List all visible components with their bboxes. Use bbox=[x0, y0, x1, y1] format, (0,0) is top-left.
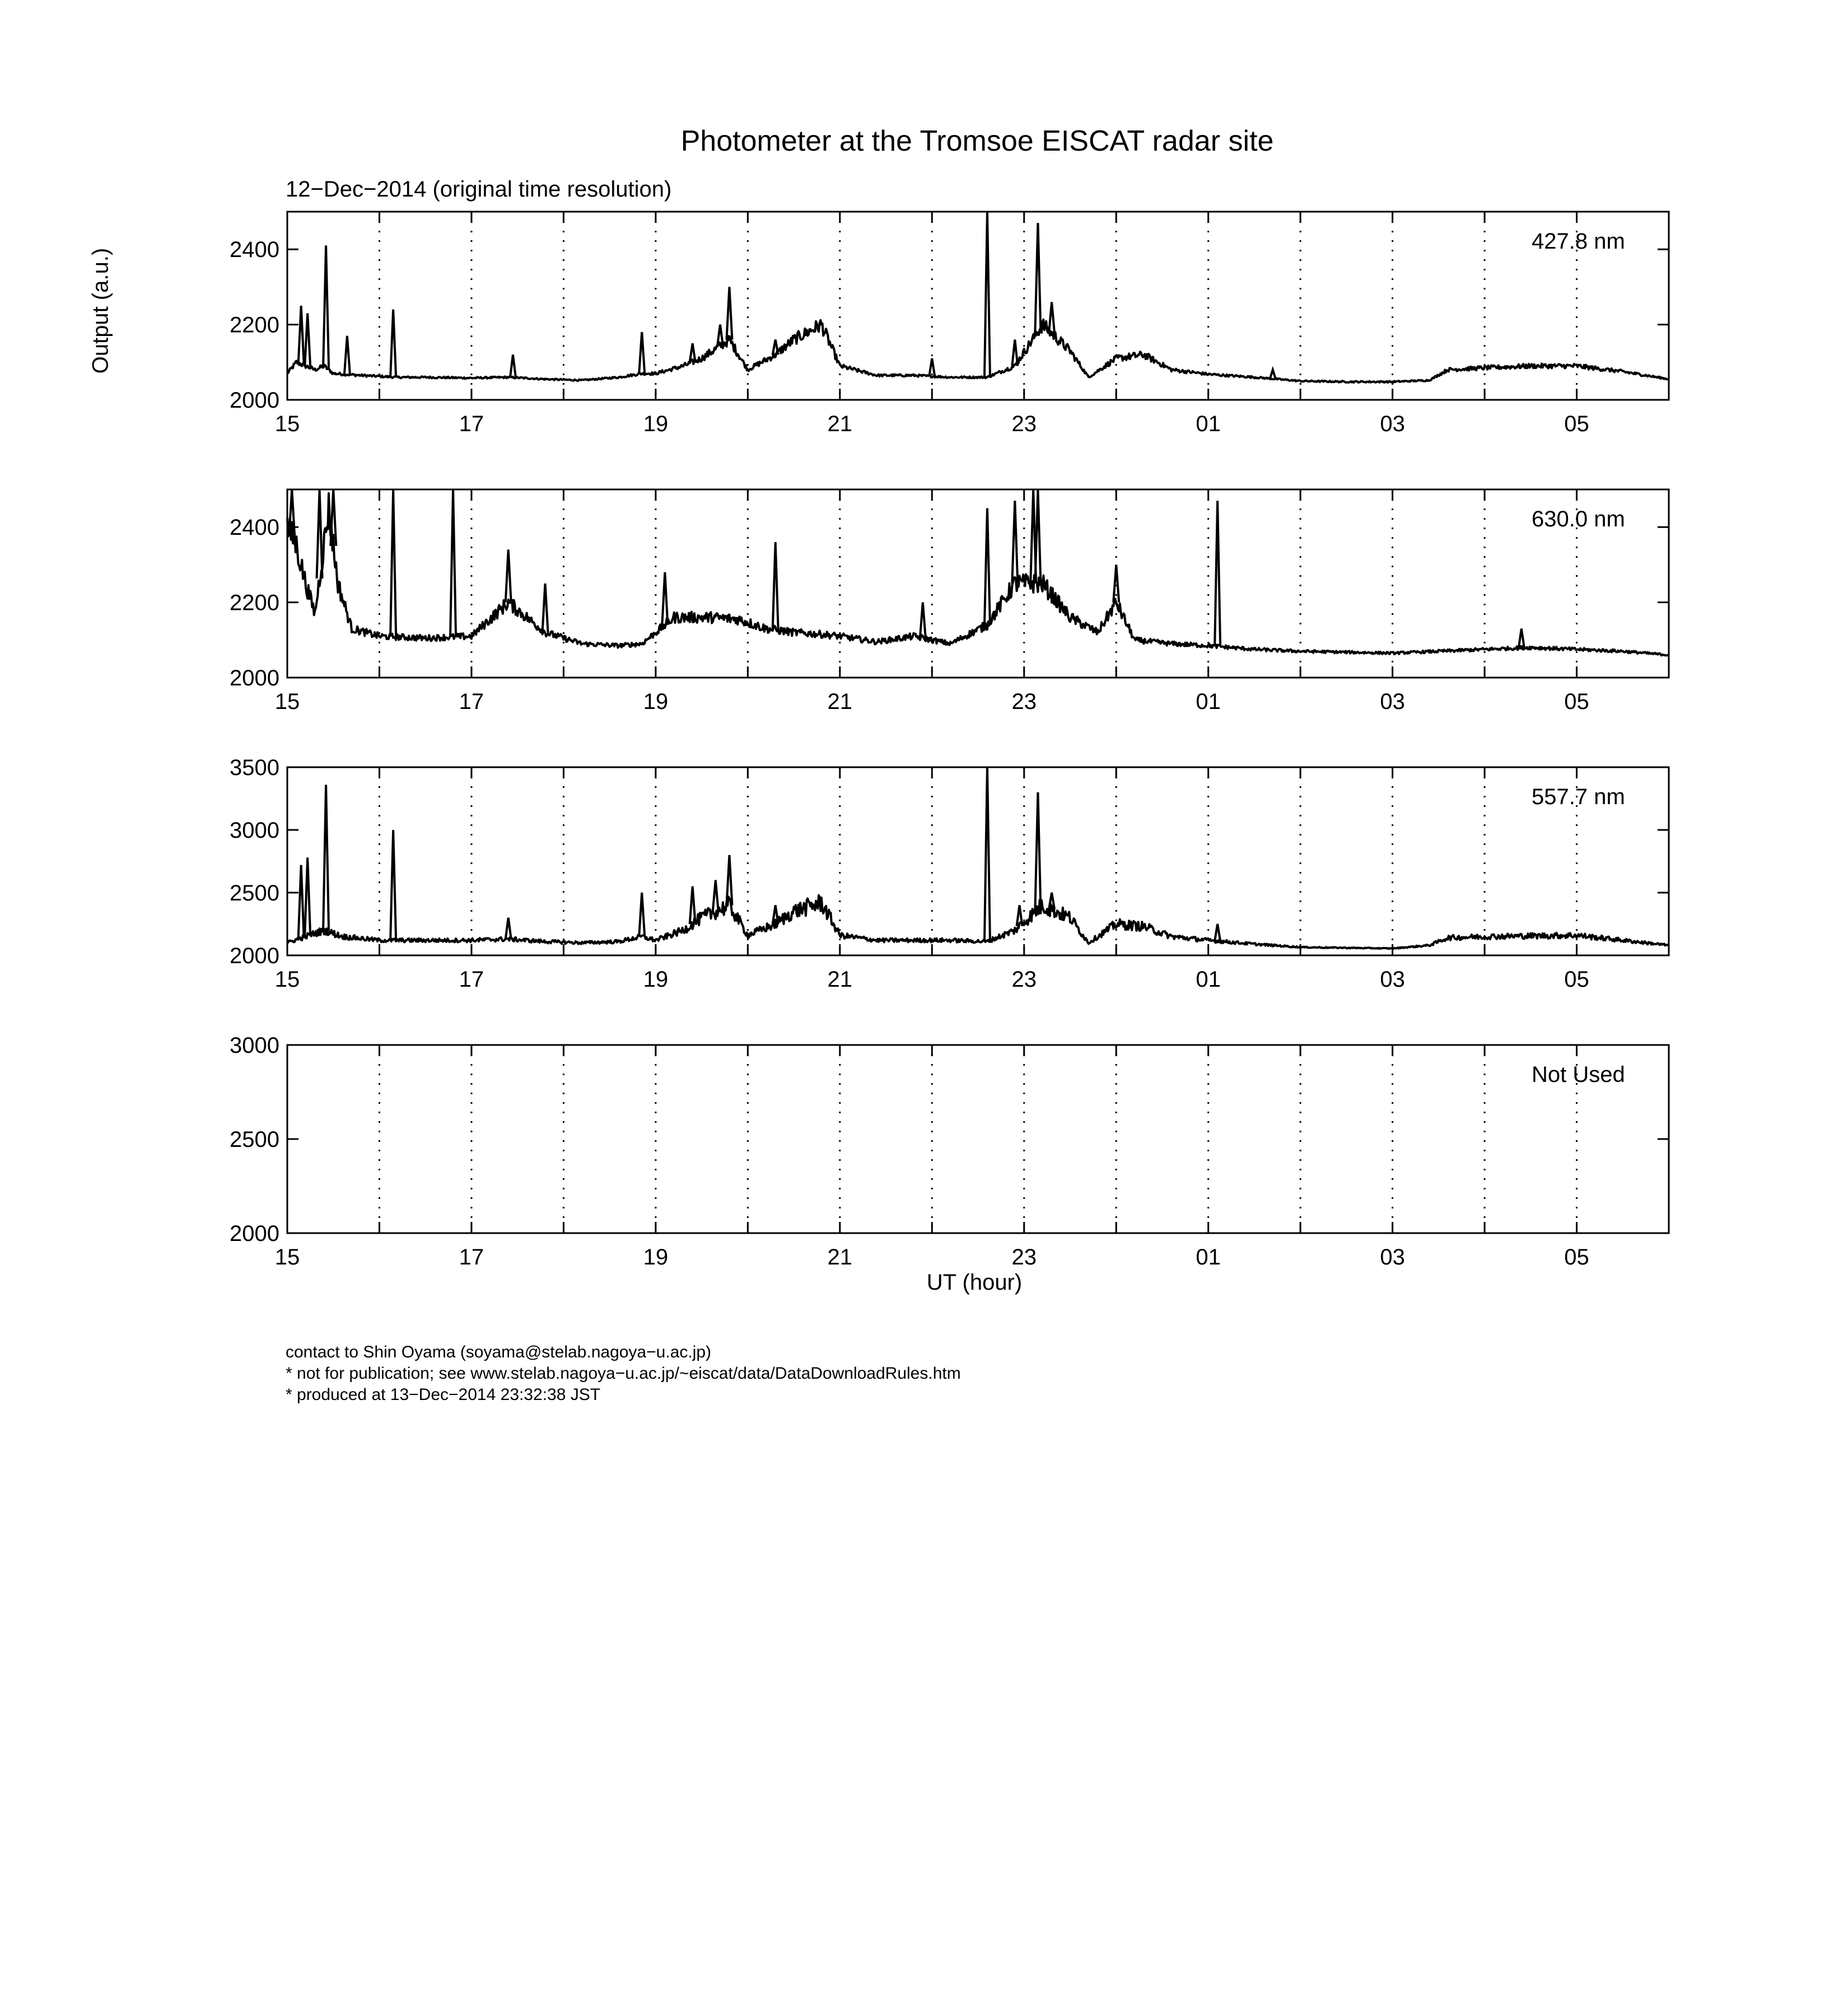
x-tick-label: 15 bbox=[274, 689, 300, 714]
x-tick-label: 23 bbox=[1011, 967, 1037, 992]
series-spike bbox=[1035, 489, 1040, 584]
x-tick-label: 17 bbox=[459, 412, 484, 436]
series-spike bbox=[1270, 370, 1276, 379]
series-spike bbox=[1215, 501, 1220, 646]
footer-produced-timestamp: * produced at 13−Dec−2014 23:32:38 JST bbox=[286, 1385, 601, 1404]
x-tick-label: 19 bbox=[643, 967, 669, 992]
series-spike bbox=[450, 489, 456, 637]
series-spike bbox=[1113, 564, 1119, 602]
series-spike bbox=[1049, 302, 1054, 333]
series-spike bbox=[390, 489, 396, 637]
y-tick-label: 2000 bbox=[230, 666, 279, 690]
y-tick-label: 3000 bbox=[230, 1033, 279, 1058]
x-tick-label: 15 bbox=[274, 967, 300, 992]
x-tick-label: 01 bbox=[1196, 967, 1221, 992]
y-axis-label: Output (a.u.) bbox=[88, 248, 113, 374]
footer-contact: contact to Shin Oyama (soyama@stelab.nagoya−u.ac.jp) bbox=[286, 1343, 712, 1361]
series-spike bbox=[984, 767, 990, 941]
x-tick-label: 05 bbox=[1564, 967, 1589, 992]
y-tick-label: 2000 bbox=[230, 944, 279, 968]
panel-frame bbox=[287, 767, 1669, 955]
series-spike bbox=[1035, 792, 1040, 909]
y-tick-label: 3500 bbox=[230, 755, 279, 780]
series-line bbox=[287, 493, 1669, 656]
series-spike bbox=[323, 245, 329, 367]
panel-frame bbox=[287, 212, 1669, 400]
x-axis-label: UT (hour) bbox=[926, 1270, 1023, 1295]
x-tick-label: 17 bbox=[459, 967, 484, 992]
x-tick-label: 01 bbox=[1196, 689, 1221, 714]
x-tick-label: 23 bbox=[1011, 1245, 1037, 1270]
series-spike bbox=[773, 542, 778, 630]
series-spike bbox=[639, 332, 645, 374]
x-tick-label: 21 bbox=[827, 412, 853, 436]
series-spike bbox=[713, 880, 718, 912]
series-spike bbox=[510, 354, 516, 377]
panel-label: 630.0 nm bbox=[1532, 507, 1625, 531]
x-tick-label: 15 bbox=[274, 412, 300, 436]
x-tick-label: 21 bbox=[827, 689, 853, 714]
series-spike bbox=[506, 918, 511, 939]
series-line bbox=[287, 320, 1669, 383]
x-tick-label: 05 bbox=[1564, 689, 1589, 714]
y-tick-label: 2000 bbox=[230, 388, 279, 413]
series-spike bbox=[1012, 501, 1018, 584]
x-tick-label: 23 bbox=[1011, 412, 1037, 436]
x-tick-label: 05 bbox=[1564, 1245, 1589, 1270]
series-spike bbox=[920, 603, 926, 638]
series-spike bbox=[690, 886, 696, 924]
series-trace bbox=[287, 767, 1669, 949]
x-tick-label: 01 bbox=[1196, 1245, 1221, 1270]
series-spike bbox=[726, 287, 732, 339]
series-spike bbox=[506, 550, 511, 603]
series-spike bbox=[639, 893, 645, 936]
y-tick-label: 2500 bbox=[230, 1127, 279, 1152]
panel-3 bbox=[230, 755, 1669, 992]
series-spike bbox=[344, 336, 350, 375]
x-tick-label: 17 bbox=[459, 1245, 484, 1270]
panel-4 bbox=[230, 1033, 1669, 1270]
series-trace bbox=[287, 212, 1669, 382]
y-tick-label: 2200 bbox=[230, 590, 279, 615]
x-tick-label: 19 bbox=[643, 412, 669, 436]
y-tick-label: 3000 bbox=[230, 818, 279, 843]
y-tick-label: 2500 bbox=[230, 881, 279, 906]
series-spike bbox=[305, 857, 310, 936]
panel-label: 557.7 nm bbox=[1532, 785, 1625, 809]
series-spike bbox=[1012, 339, 1018, 366]
x-tick-label: 03 bbox=[1380, 967, 1405, 992]
x-tick-label: 23 bbox=[1011, 689, 1037, 714]
series-spike bbox=[298, 306, 304, 364]
series-trace bbox=[287, 489, 1669, 656]
series-spike bbox=[298, 865, 304, 938]
x-tick-label: 03 bbox=[1380, 412, 1405, 436]
series-spike bbox=[317, 489, 323, 578]
series-spike bbox=[773, 339, 778, 354]
y-tick-label: 2000 bbox=[230, 1221, 279, 1246]
series-spike bbox=[1035, 223, 1040, 332]
panel-frame bbox=[287, 1045, 1669, 1233]
series-spike bbox=[662, 572, 668, 625]
y-tick-label: 2400 bbox=[230, 515, 279, 540]
panel-label: Not Used bbox=[1532, 1062, 1625, 1087]
x-tick-label: 21 bbox=[827, 967, 853, 992]
x-tick-label: 01 bbox=[1196, 412, 1221, 436]
x-tick-label: 21 bbox=[827, 1245, 853, 1270]
series-spike bbox=[543, 584, 548, 632]
panel-label: 427.8 nm bbox=[1532, 229, 1625, 254]
series-spike bbox=[305, 313, 310, 366]
panel-2 bbox=[230, 489, 1669, 714]
x-tick-label: 19 bbox=[643, 1245, 669, 1270]
y-tick-label: 2200 bbox=[230, 312, 279, 338]
x-tick-label: 03 bbox=[1380, 1245, 1405, 1270]
series-spike bbox=[390, 310, 396, 377]
series-line bbox=[287, 895, 1669, 949]
x-tick-label: 15 bbox=[274, 1245, 300, 1270]
figure-title: Photometer at the Tromsoe EISCAT radar site bbox=[680, 125, 1274, 157]
series-spike bbox=[984, 212, 990, 377]
series-spike bbox=[323, 785, 329, 931]
x-tick-label: 17 bbox=[459, 689, 484, 714]
y-tick-label: 2400 bbox=[230, 237, 279, 263]
footer-publication-note: * not for publication; see www.stelab.nagoya−u.ac.jp/~eiscat/data/DataDownloadRules.htm bbox=[286, 1364, 961, 1383]
series-spike bbox=[984, 508, 990, 625]
x-tick-label: 19 bbox=[643, 689, 669, 714]
series-spike bbox=[390, 830, 396, 940]
x-tick-label: 03 bbox=[1380, 689, 1405, 714]
panel-1 bbox=[230, 212, 1669, 436]
series-spike bbox=[1519, 629, 1524, 648]
figure-subtitle: 12−Dec−2014 (original time resolution) bbox=[286, 177, 672, 202]
x-tick-label: 05 bbox=[1564, 412, 1589, 436]
series-spike bbox=[1215, 924, 1220, 941]
